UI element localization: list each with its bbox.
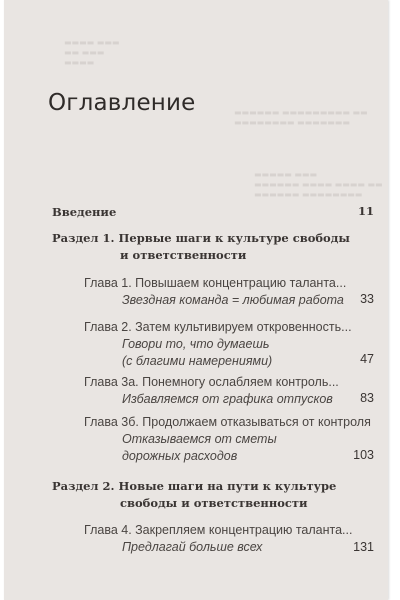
toc-ch4-subtitle: Предлагай больше всех [122,540,263,554]
toc-part1-title-line2: и ответственности [120,248,247,262]
show-through-text: ▬▬▬▬▬▬ ▬▬▬▬▬▬▬▬▬ ▬▬ ▬▬▬▬▬▬▬▬ ▬▬▬▬▬▬▬ [234,108,368,127]
toc-ch2-subtitle-line1: Говори то, что думаешь [122,337,270,351]
toc-ch4-page: 131 [353,540,374,554]
toc-part2-title-line2: свободы и ответственности [120,496,308,510]
show-through-text: ▬▬▬▬▬ ▬▬▬ ▬▬▬▬▬▬ ▬▬▬▬ ▬▬▬▬ ▬▬ ▬▬▬▬▬▬ ▬▬▬▬▬▬▬▬ [254,170,383,199]
toc-ch2-subtitle-line2: (с благими намерениями) [122,354,273,368]
toc-ch2-page: 47 [360,352,374,366]
toc-ch1-subtitle: Звездная команда = любимая работа [122,293,344,307]
toc-ch3a-subtitle: Избавляемся от графика отпусков [122,392,333,406]
toc-ch1-title: Глава 1. Повышаем концентрацию таланта... [84,276,347,290]
show-through-text: ▬▬▬▬ ▬▬▬ ▬▬ ▬▬▬ ▬▬▬▬ [64,38,120,67]
toc-ch3a-page: 83 [360,391,374,405]
toc-part1-title-line1: Раздел 1. Первые шаги к культуре свободы [52,231,350,245]
toc-intro-label: Введение [52,205,117,219]
toc-ch3b-subtitle-line1: Отказываемся от сметы [122,432,277,446]
toc-intro-page: 11 [357,204,374,218]
toc-part2-title-line1: Раздел 2. Новые шаги на пути к культуре [52,479,337,493]
toc-ch3b-page: 103 [353,448,374,462]
book-page [4,0,388,600]
toc-ch3a-title: Глава 3а. Понемногу ослабляем контроль... [84,375,339,389]
toc-ch2-title: Глава 2. Затем культивируем откровенность... [84,320,352,334]
toc-ch1-page: 33 [360,292,374,306]
table-of-contents [4,0,388,600]
toc-ch3b-subtitle-line2: дорожных расходов [122,449,238,463]
toc-ch3b-title: Глава 3б. Продолжаем отказываться от контроля [84,415,371,429]
page-title: Оглавление [48,90,196,116]
toc-ch4-title: Глава 4. Закрепляем концентрацию таланта... [84,523,353,537]
